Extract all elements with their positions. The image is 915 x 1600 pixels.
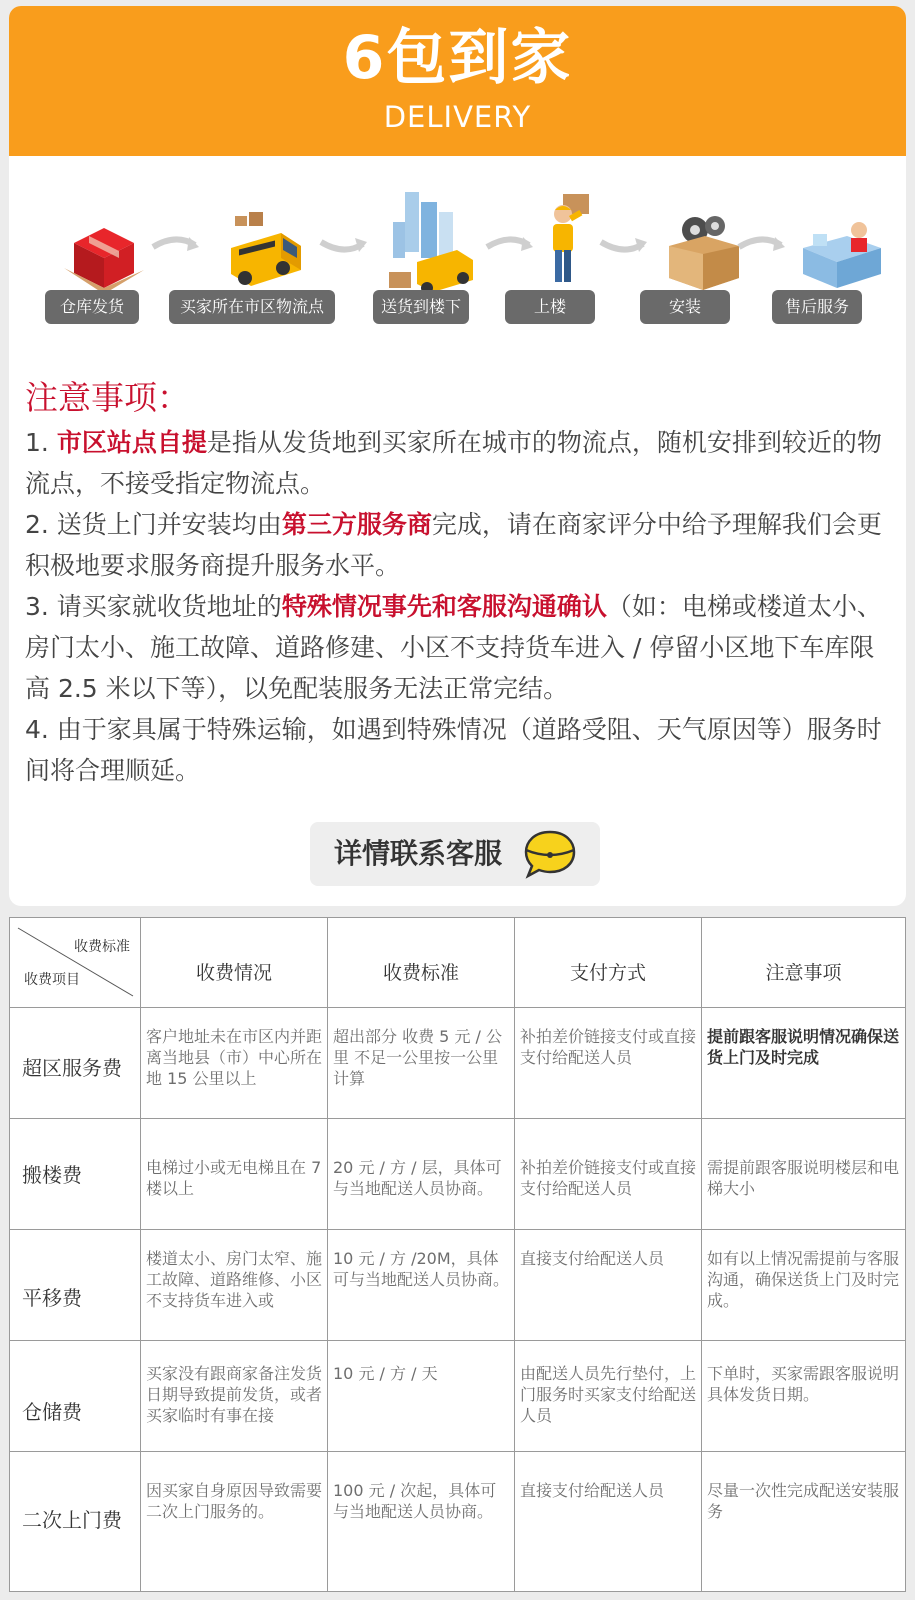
table-header-label: 注意事项 <box>765 962 842 984</box>
gear-box-icon <box>659 206 749 296</box>
table-cell <box>702 1341 905 1452</box>
table-header-cell <box>141 918 328 1008</box>
fee-table <box>9 917 906 1592</box>
table-header-label: 支付方式 <box>569 962 646 984</box>
fee-item-name: 超区服务费 <box>22 1056 122 1080</box>
step-label-logistics-point: 买家所在市区物流点 <box>169 290 335 324</box>
table-cell-text: 电梯过小或无电梯且在 7 楼以上 <box>146 1158 322 1198</box>
table-cell-text: 尽量一次性完成配送安装服务 <box>707 1481 900 1521</box>
table-cell <box>702 1008 905 1119</box>
table-cell-text: 超出部分 收费 5 元 / 公里 不足一公里按一公里计算 <box>333 1027 503 1088</box>
table-cell-text: 如有以上情况需提前与客服沟通，确保送货上门及时完成。 <box>707 1249 900 1310</box>
arrow-right-icon <box>319 234 369 258</box>
table-cell-text: 提前跟客服说明情况确保送货上门及时完成 <box>707 1027 900 1067</box>
step-label-install: 安装 <box>640 290 730 324</box>
table-row-name-cell <box>10 1341 141 1452</box>
delivery-banner <box>9 6 906 156</box>
table-cell-text: 直接支付给配送人员 <box>520 1481 665 1500</box>
table-cell-text: 需提前跟客服说明楼层和电梯大小 <box>707 1158 900 1198</box>
delivery-truck-icon <box>221 208 311 298</box>
table-row-name-cell <box>10 1452 141 1591</box>
chat-bubble-icon <box>522 828 578 880</box>
table-header-cell <box>328 918 515 1008</box>
contact-service-label: 详情联系客服 <box>334 837 503 870</box>
table-cell <box>702 1230 905 1341</box>
table-cell <box>515 1341 702 1452</box>
table-cell-text: 下单时，买家需跟客服说明具体发货日期。 <box>707 1364 900 1404</box>
city-buildings-icon <box>387 188 477 298</box>
corner-bottom-label: 收费项目 <box>24 972 80 988</box>
step-label-upstairs: 上楼 <box>505 290 595 324</box>
arrow-right-icon <box>151 231 201 255</box>
table-cell-text: 补拍差价链接支付或直接支付给配送人员 <box>520 1158 697 1198</box>
package-icon <box>59 208 149 298</box>
table-cell-text: 由配送人员先行垫付，上门服务时买家支付给配送人员 <box>520 1364 697 1425</box>
table-cell <box>702 1452 905 1591</box>
table-header-cell <box>515 918 702 1008</box>
table-cell <box>328 1341 515 1452</box>
table-cell <box>328 1452 515 1591</box>
table-cell <box>515 1230 702 1341</box>
table-row-name-cell <box>10 1119 141 1230</box>
diagonal-divider <box>10 918 141 1008</box>
contact-service-button[interactable] <box>310 822 600 886</box>
table-header-label: 收费情况 <box>195 962 272 984</box>
notice-title: 注意事项： <box>25 378 190 417</box>
table-cell-text: 10 元 / 方 / 天 <box>333 1364 438 1383</box>
notice-list <box>25 422 895 791</box>
table-cell-text: 客户地址未在市区内并距离当地县（市）中心所在地 15 公里以上 <box>146 1027 323 1088</box>
table-cell <box>141 1119 328 1230</box>
notice-item: 2. 送货上门并安装均由第三方服务商完成，请在商家评分中给予理解我们会更积极地要求服务商提升服务水平。 <box>25 510 882 580</box>
banner-subtitle: DELIVERY <box>383 100 532 134</box>
table-cell <box>141 1230 328 1341</box>
table-header-cell <box>702 918 905 1008</box>
table-cell <box>141 1341 328 1452</box>
arrow-right-icon <box>737 231 787 255</box>
notice-item: 4. 由于家具属于特殊运输，如遇到特殊情况（道路受阻、天气原因等）服务时间将合理顺延。 <box>25 715 882 785</box>
table-cell <box>515 1008 702 1119</box>
table-cell-text: 直接支付给配送人员 <box>520 1249 665 1268</box>
customer-service-desk-icon <box>797 208 887 298</box>
table-row-name-cell <box>10 1230 141 1341</box>
table-cell-text: 因买家自身原因导致需要二次上门服务的。 <box>146 1481 323 1521</box>
table-cell-text: 20 元 / 方 / 层，具体可与当地配送人员协商。 <box>333 1158 502 1198</box>
step-label-downstairs: 送货到楼下 <box>373 290 469 324</box>
table-cell <box>141 1452 328 1591</box>
delivery-steps <box>9 186 906 326</box>
table-cell <box>328 1119 515 1230</box>
fee-item-name: 搬楼费 <box>22 1163 82 1187</box>
table-cell-text: 楼道太小、房门太窄、施工故障、道路维修、小区不支持货车进入或 <box>146 1249 323 1310</box>
table-cell-text: 买家没有跟商家备注发货日期导致提前发货，或者买家临时有事在接 <box>146 1364 323 1425</box>
arrow-right-icon <box>485 231 535 255</box>
table-corner-cell <box>10 918 141 1008</box>
table-row-name-cell <box>10 1008 141 1119</box>
delivery-info-card <box>9 6 906 906</box>
corner-top-label: 收费标准 <box>74 939 130 955</box>
step-label-warehouse: 仓库发货 <box>45 290 139 324</box>
table-cell <box>515 1119 702 1230</box>
arrow-right-icon <box>599 234 649 258</box>
fee-item-name: 二次上门费 <box>22 1508 122 1532</box>
table-cell <box>515 1452 702 1591</box>
fee-item-name: 仓储费 <box>22 1400 82 1424</box>
notice-item: 3. 请买家就收货地址的特殊情况事先和客服沟通确认（如：电梯或楼道太小、房门太小、施工故障、道路修建、小区不支持货车进入 / 停留小区地下车库限高 2.5 米以下等），以免配装服务无法正常完结。 <box>25 592 882 703</box>
fee-item-name: 平移费 <box>22 1286 82 1310</box>
table-header-label: 收费标准 <box>382 962 459 984</box>
banner-title: 6包到家 <box>342 23 573 93</box>
table-cell <box>328 1230 515 1341</box>
table-cell <box>702 1119 905 1230</box>
table-cell <box>141 1008 328 1119</box>
table-cell-text: 补拍差价链接支付或直接支付给配送人员 <box>520 1027 697 1067</box>
table-cell <box>328 1008 515 1119</box>
table-cell-text: 10 元 / 方 /20M，具体可与当地配送人员协商。 <box>333 1249 510 1289</box>
step-label-after-sales: 售后服务 <box>772 290 862 324</box>
table-cell-text: 100 元 / 次起，具体可与当地配送人员协商。 <box>333 1481 497 1521</box>
notice-item: 1. 市区站点自提是指从发货地到买家所在城市的物流点，随机安排到较近的物流点，不接受指定物流点。 <box>25 428 882 498</box>
